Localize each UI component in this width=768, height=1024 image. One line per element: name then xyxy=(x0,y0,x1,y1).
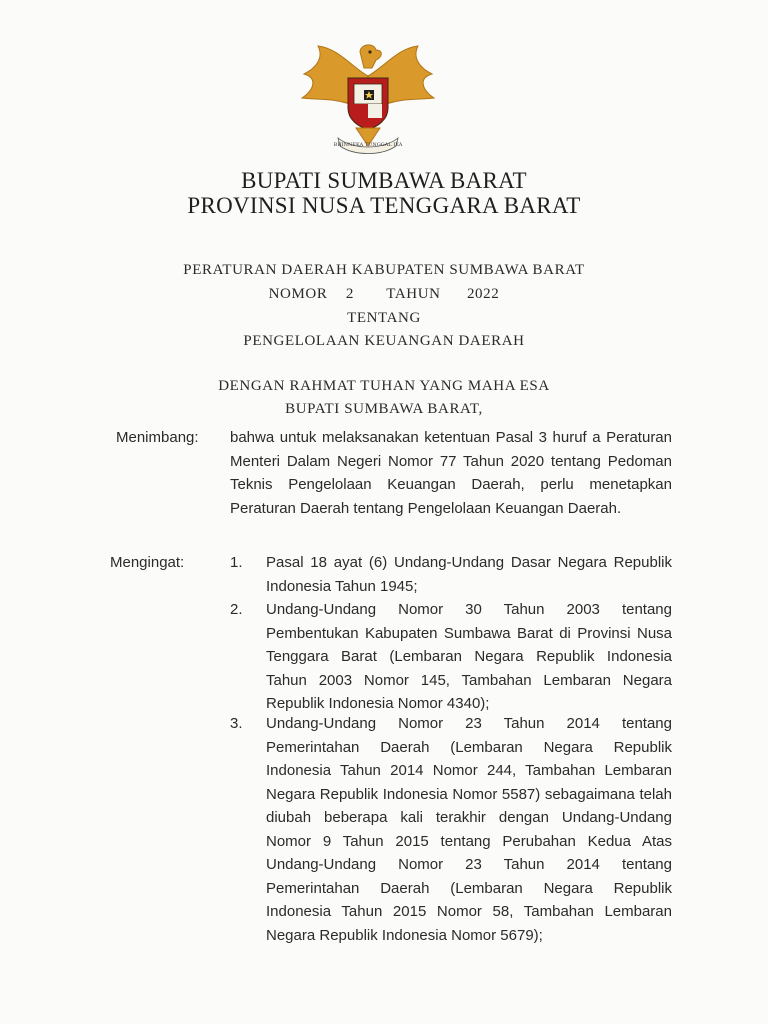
tentang-label: TENTANG xyxy=(347,310,421,326)
preamble-line-1: DENGAN RAHMAT TUHAN YANG MAHA ESA xyxy=(218,378,550,394)
header-line-2: PROVINSI NUSA TENGGARA BARAT xyxy=(187,193,581,218)
mengingat-label: Mengingat: xyxy=(110,554,185,571)
menimbang-label: Menimbang: xyxy=(116,429,199,446)
mengingat-item-2-text: Undang-Undang Nomor 30 Tahun 2003 tentang Pembentukan Kabupaten Sumbawa Barat di Provinsi Nusa Tenggara Barat (Lembaran Negara Republik Indonesia Tahun 2003 Nomor 145, Tambahan Lembaran Negara Republik Indonesia Nomor 4340); xyxy=(266,601,672,712)
mengingat-item-3-text: Undang-Undang Nomor 23 Tahun 2014 tentang Pemerintahan Daerah (Lembaran Negara Republik Indonesia Tahun 2014 Nomor 244, Tambahan Lembaran Negara Republik Indonesia Nomor 5587) sebagaimana telah diubah beberapa kali terakhir dengan Undang-Undang Nomor 9 Tahun 2015 tentang Perubahan Kedua Atas Undang-Undang Nomor 23 Tahun 2014 tentang Pemerintahan Daerah (Lembaran Negara Republik Indonesia Tahun 2015 Nomor 58, Tambahan Lembaran Negara Republik Indonesia Nomor 5679); xyxy=(266,715,672,944)
regulation-subject: PENGELOLAAN KEUANGAN DAERAH xyxy=(243,333,525,349)
nomor-value: 2 xyxy=(345,286,354,302)
regulation-title: PERATURAN DAERAH KABUPATEN SUMBAWA BARAT xyxy=(183,262,585,278)
nomor-label: NOMOR xyxy=(268,286,328,302)
tahun-value: 2022 xyxy=(466,286,500,302)
mengingat-item-3-number: 3. xyxy=(230,715,243,732)
mengingat-item-1-text: Pasal 18 ayat (6) Undang-Undang Dasar Negara Republik Indonesia Tahun 1945; xyxy=(266,554,672,595)
tahun-label: TAHUN xyxy=(386,286,441,302)
mengingat-item-2-number: 2. xyxy=(230,601,243,618)
svg-text:BHINNEKA TUNGGAL IKA: BHINNEKA TUNGGAL IKA xyxy=(333,142,403,148)
preamble-line-2: BUPATI SUMBAWA BARAT, xyxy=(285,401,483,417)
mengingat-item-1-number: 1. xyxy=(230,554,243,571)
header-line-1: BUPATI SUMBAWA BARAT xyxy=(241,168,527,193)
garuda-pancasila-emblem xyxy=(298,38,438,156)
regulation-number-line xyxy=(0,286,768,303)
menimbang-text: bahwa untuk melaksanakan ketentuan Pasal 3 huruf a Peraturan Menteri Dalam Negeri Nomor 77 Tahun 2020 tentang Pedoman Teknis Pengelolaan Keuangan Daerah, perlu menetapkan Peraturan Daerah tentang Pengelolaan Keuangan Daerah. xyxy=(230,429,672,517)
